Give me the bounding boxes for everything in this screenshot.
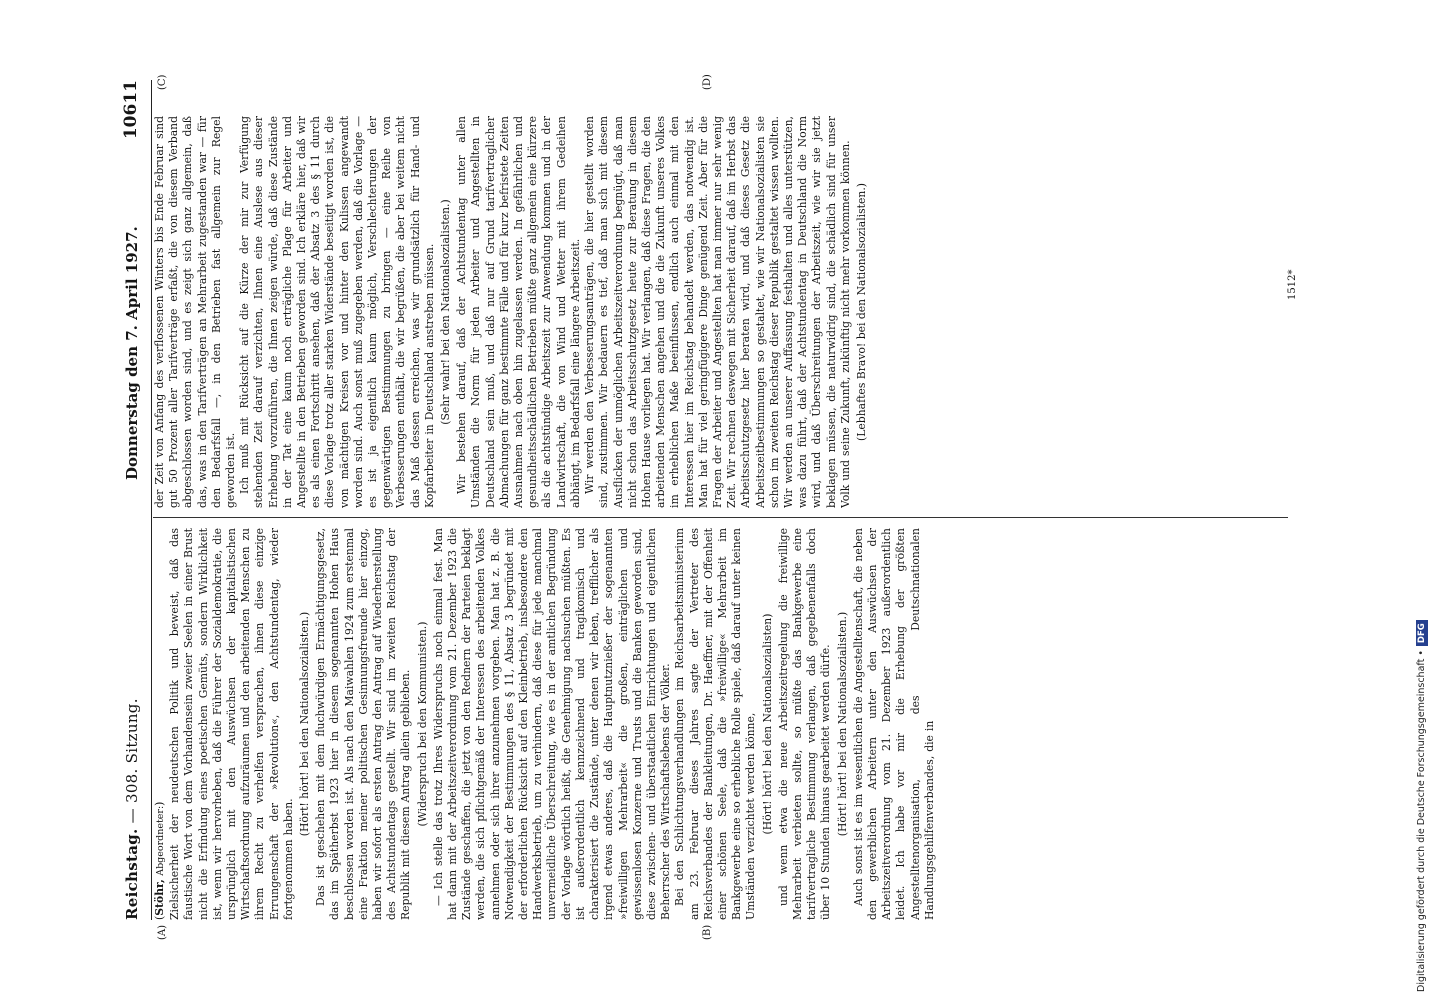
right-paragraph-4: Wir werden den Verbesserungsanträgen, die hier gestellt worden sind, zustimmen. Wir bedauern es tief, daß man sich mit diesem Ausflicken der unmöglichen Arbeitszeitverordnung begnügt, daß man nicht schon das Arbeitsschutzgesetz heute zur Beratung in diesem Hohen Hause vorliegen hat. Wir verlangen, daß diese Fragen, die den arbeitenden Menschen angehen und die die Zukunft unseres Volkes im erheblichen Maße beeinflussen, endlich auch einmal mit den Interessen hier im Reichstag behandelt werden, das notwendig ist. Man hat für viel geringfügigere Dinge genügend Zeit. Aber für die Fragen der Arbeiter und Angestellten hat man immer nur sehr wenig Zeit. Wir rechnen deswegen mit Sicherheit darauf, daß im Herbst das Arbeitsschutzgesetz hier beraten wird, und daß dieses Gesetz die Arbeitszeitbestimmungen so gestaltet, wie wir Nationalsozialisten sie schon im zweiten Reichstag dieser Republik gestaltet wissen wollten. Wir werden an unserer Auffassung festhalten und alles unterstützen, was dazu führt, daß der Achtstundentag in Deutschland die Norm wird, und daß Überschreitungen der Arbeitszeit, wie wir sie jetzt beklagen müssen, die naturwidrig sind, die schädlich sind für unser Volk und seine Zukunft, zukünftig nicht mehr vorkommen können. <box>583 116 852 508</box>
left-paragraph-5: Bei den Schlichtungsverhandlungen im Reichsarbeitsministerium am 23. Februar dieses Jahres sagte der Vertreter des Reichsverbandes der Bankleitungen, Dr. Haeffner, mit der Offenheit einer schönen Seele, daß die »freiwillige« Mehrarbeit im Bankgewerbe eine so erhebliche Rolle spiele, daß darauf unter keinen Umständen verzichtet werden könne, <box>673 528 758 920</box>
left-paragraph-3: Das ist geschehen mit dem fluchwürdigen Ermächtigungsgesetz, das im Spätherbst 1923 hier in diesem sogenannten Hohen Haus beschlossen worden ist. Als nach den Maiwahlen 1924 zum erstenmal eine Fraktion meiner politischen Gesinnungsfreunde hier einzog, haben wir sofort als ersten Antrag den Antrag auf Wiederherstellung des Achtstundentags gestellt. Wir sind im zweiten Reichstag der Republik mit diesem Antrag allein geblieben. <box>314 528 413 920</box>
interjection: (Sehr wahr! bei den Nationalsozialisten.) <box>439 199 453 425</box>
right-column <box>153 116 1293 508</box>
header-date: Donnerstag den 7. April 1927. <box>123 226 141 480</box>
interjection: (Hört! hört! bei den Nationalsozialisten.) <box>298 611 312 837</box>
rotated-document-page <box>117 74 1317 940</box>
column-divider <box>153 517 1288 518</box>
left-paragraph-4: — Ich stelle das trotz Ihres Widerspruchs noch einmal fest. Man hat dann mit der Arbeitszeitverordnung vom 21. Dezember 1923 die Zustände geschaffen, die jetzt von den Rednern der Parteien beklagt werden, die sich pflichtgemäß der Interessen des arbeitenden Volkes annehmen oder sich ihrer anzunehmen vorgeben. Man hat z. B. die Notwendigkeit der Bestimmungen des § 11, Absatz 3 begründet mit der erforderlichen Rücksicht auf den Kleinbetrieb, insbesondere den Handwerksbetrieb, um zu verhindern, daß diese für jede manchmal unvermeidliche Überschreitung, wie es in der amtlichen Begründung der Vorlage wörtlich heißt, die Genehmigung nachsuchen müßten. Es ist außerordentlich kennzeichnend und tragikomisch und charakterisiert die Zustände, unter denen wir leben, trefflicher als irgend etwas anderes, daß die Hauptnutznießer der sogenannten »freiwilligen Mehrarbeit« die großen, einträglichen und gewissenlosen Konzerne und Trusts und die Banken geworden sind, diese zwischen- und überstaatlichen Einrichtungen und eigentlichen Beherrscher des Wirtschaftslebens der Völker. <box>431 528 673 920</box>
margin-mark-a: (A) <box>157 924 168 940</box>
left-paragraph-7: Auch sonst ist es im wesentlichen die Angestelltenschaft, die neben den gewerblichen Arbeitern unter den Auswüchsen der Arbeitszeitverordnung vom 21. Dezember 1923 außerordentlich leidet. Ich habe vor mir die Erhebung der größten Angestelltenorganisation, des Deutschnationalen Handlungsgehilfenverbandes, die in <box>851 528 936 920</box>
left-paragraph-6: und wenn etwa die neue Arbeitszeitregelung die freiwillige Mehrarbeit verbieten sollte, so müßte das Bankgewerbe eine tarifvertragliche Bestimmung verlangen, daß gegebenenfalls doch über 10 Stunden hinaus gearbeitet werden dürfe. <box>776 528 833 920</box>
page-number: 10611 <box>121 80 141 140</box>
header-reichstag: Reichstag. <box>123 828 141 920</box>
interjection: (Hört! hört! bei den Nationalsozialisten) <box>760 613 774 835</box>
page-header <box>117 80 151 920</box>
right-paragraph-3: Wir bestehen darauf, daß der Achtstundentag unter allen Umständen die Norm für jeden Arbeiter und Angestellten in Deutschland sein muß, und daß nur auf Grund tarifvertraglicher Abmachungen für ganz bestimmte Fälle und für kurz befristete Zeiten Ausnahmen nach oben hin zugelassen werden. In gefährlichen und gesundheitsschädlichen Betrieben müßte ganz allgemein eine kürzere als die achtstündige Arbeitszeit zur Anwendung kommen und in der Landwirtschaft, die von Wind und Wetter mit ihrem Gedeihen abhängt, im Bedarfsfall eine längere Arbeitszeit. <box>455 116 582 508</box>
dfg-logo: DFG <box>1416 620 1428 646</box>
margin-mark-d: (D) <box>702 74 713 90</box>
header-session <box>123 698 141 920</box>
signature-mark: 1512* <box>1287 269 1298 300</box>
speaker-role: Abgeordneter: <box>155 805 166 880</box>
left-column <box>153 528 1293 920</box>
right-paragraph-2: Ich muß mit Rücksicht auf die Kürze der mir zur Verfügung stehenden Zeit darauf verzichten, Ihnen eine Auslese aus dieser Erhebung vorzuführen, die Ihnen zeigen würde, daß diese Zustände in der Tat eine kaum noch erträgliche Plage für Arbeiter und Angestellte in den Betrieben geworden sind. Ich erkläre hier, daß wir es als einen Fortschritt ansehen, daß der Absatz 3 des § 11 durch diese Vorlage trotz aller starken Widerstände beseitigt worden ist, die von mächtigen Kreisen vor und hinter den Kulissen angewandt worden sind. Auch sonst muß zugegeben werden, daß die Vorlage — es ist ja eigentlich kaum möglich, Verschlechterungen der gegenwärtigen Bestimmungen zu bringen — eine Reihe von Verbesserungen enthält, die wir begrüßen, die aber bei weitem nicht das Maß dessen erreichen, was wir grundsätzlich für Hand- und Kopfarbeiter in Deutschland anstreben müssen. <box>238 116 436 508</box>
margin-mark-b: (B) <box>702 924 713 940</box>
left-paragraph-2: Zielsicherheit der neudeutschen Politik und beweist, daß das faustische Wort von dem Vorhandensein zweier Seelen in einer Brust nicht die Erfindung eines poetischen Gemüts, sondern Wirklichkeit ist, wenn wir hervorheben, daß die Führer der Sozialdemokratie, die ursprünglich mit den Auswüchsen der kapitalistischen Wirtschaftsordnung aufzuräumen und den arbeitenden Menschen zu ihrem Recht zu verhelfen versprachen, ihnen diese einzige Errungenschaft der »Revolution«, den Achtstundentag, wieder fortgenommen haben. <box>168 528 295 920</box>
margin-mark-c: (C) <box>157 74 168 90</box>
interjection: (Lebhaftes Bravo! bei den Nationalsozialisten.) <box>854 183 868 441</box>
header-rule <box>151 80 152 920</box>
digitization-credit <box>1416 2 1434 992</box>
right-paragraph-1: der Zeit von Anfang des verflossenen Winters bis Ende Februar sind gut 50 Prozent aller Tarifverträge erfaßt, die von diesem Verband abgeschlossen worden sind, und es zeigt sich ganz allgemein, daß das, was in den Tarifverträgen an Mehrarbeit zugestanden war — für den Bedarfsfall —, in den Betrieben fast allgemein zur Regel geworden ist. <box>153 116 238 508</box>
left-paragraph-1: (Stöhr, Abgeordneter:) <box>153 801 166 920</box>
interjection: (Hört! hört! bei den Nationalsozialisten.) <box>835 611 849 837</box>
speaker-name: Stöhr, <box>153 879 166 916</box>
interjection: (Widerspruch bei den Kommunisten.) <box>415 621 429 827</box>
header-sitting: — 308. Sitzung. <box>123 698 141 829</box>
credit-text: Digitalisierung gefördert durch die Deutsche Forschungsgemeinschaft • <box>1416 650 1427 992</box>
